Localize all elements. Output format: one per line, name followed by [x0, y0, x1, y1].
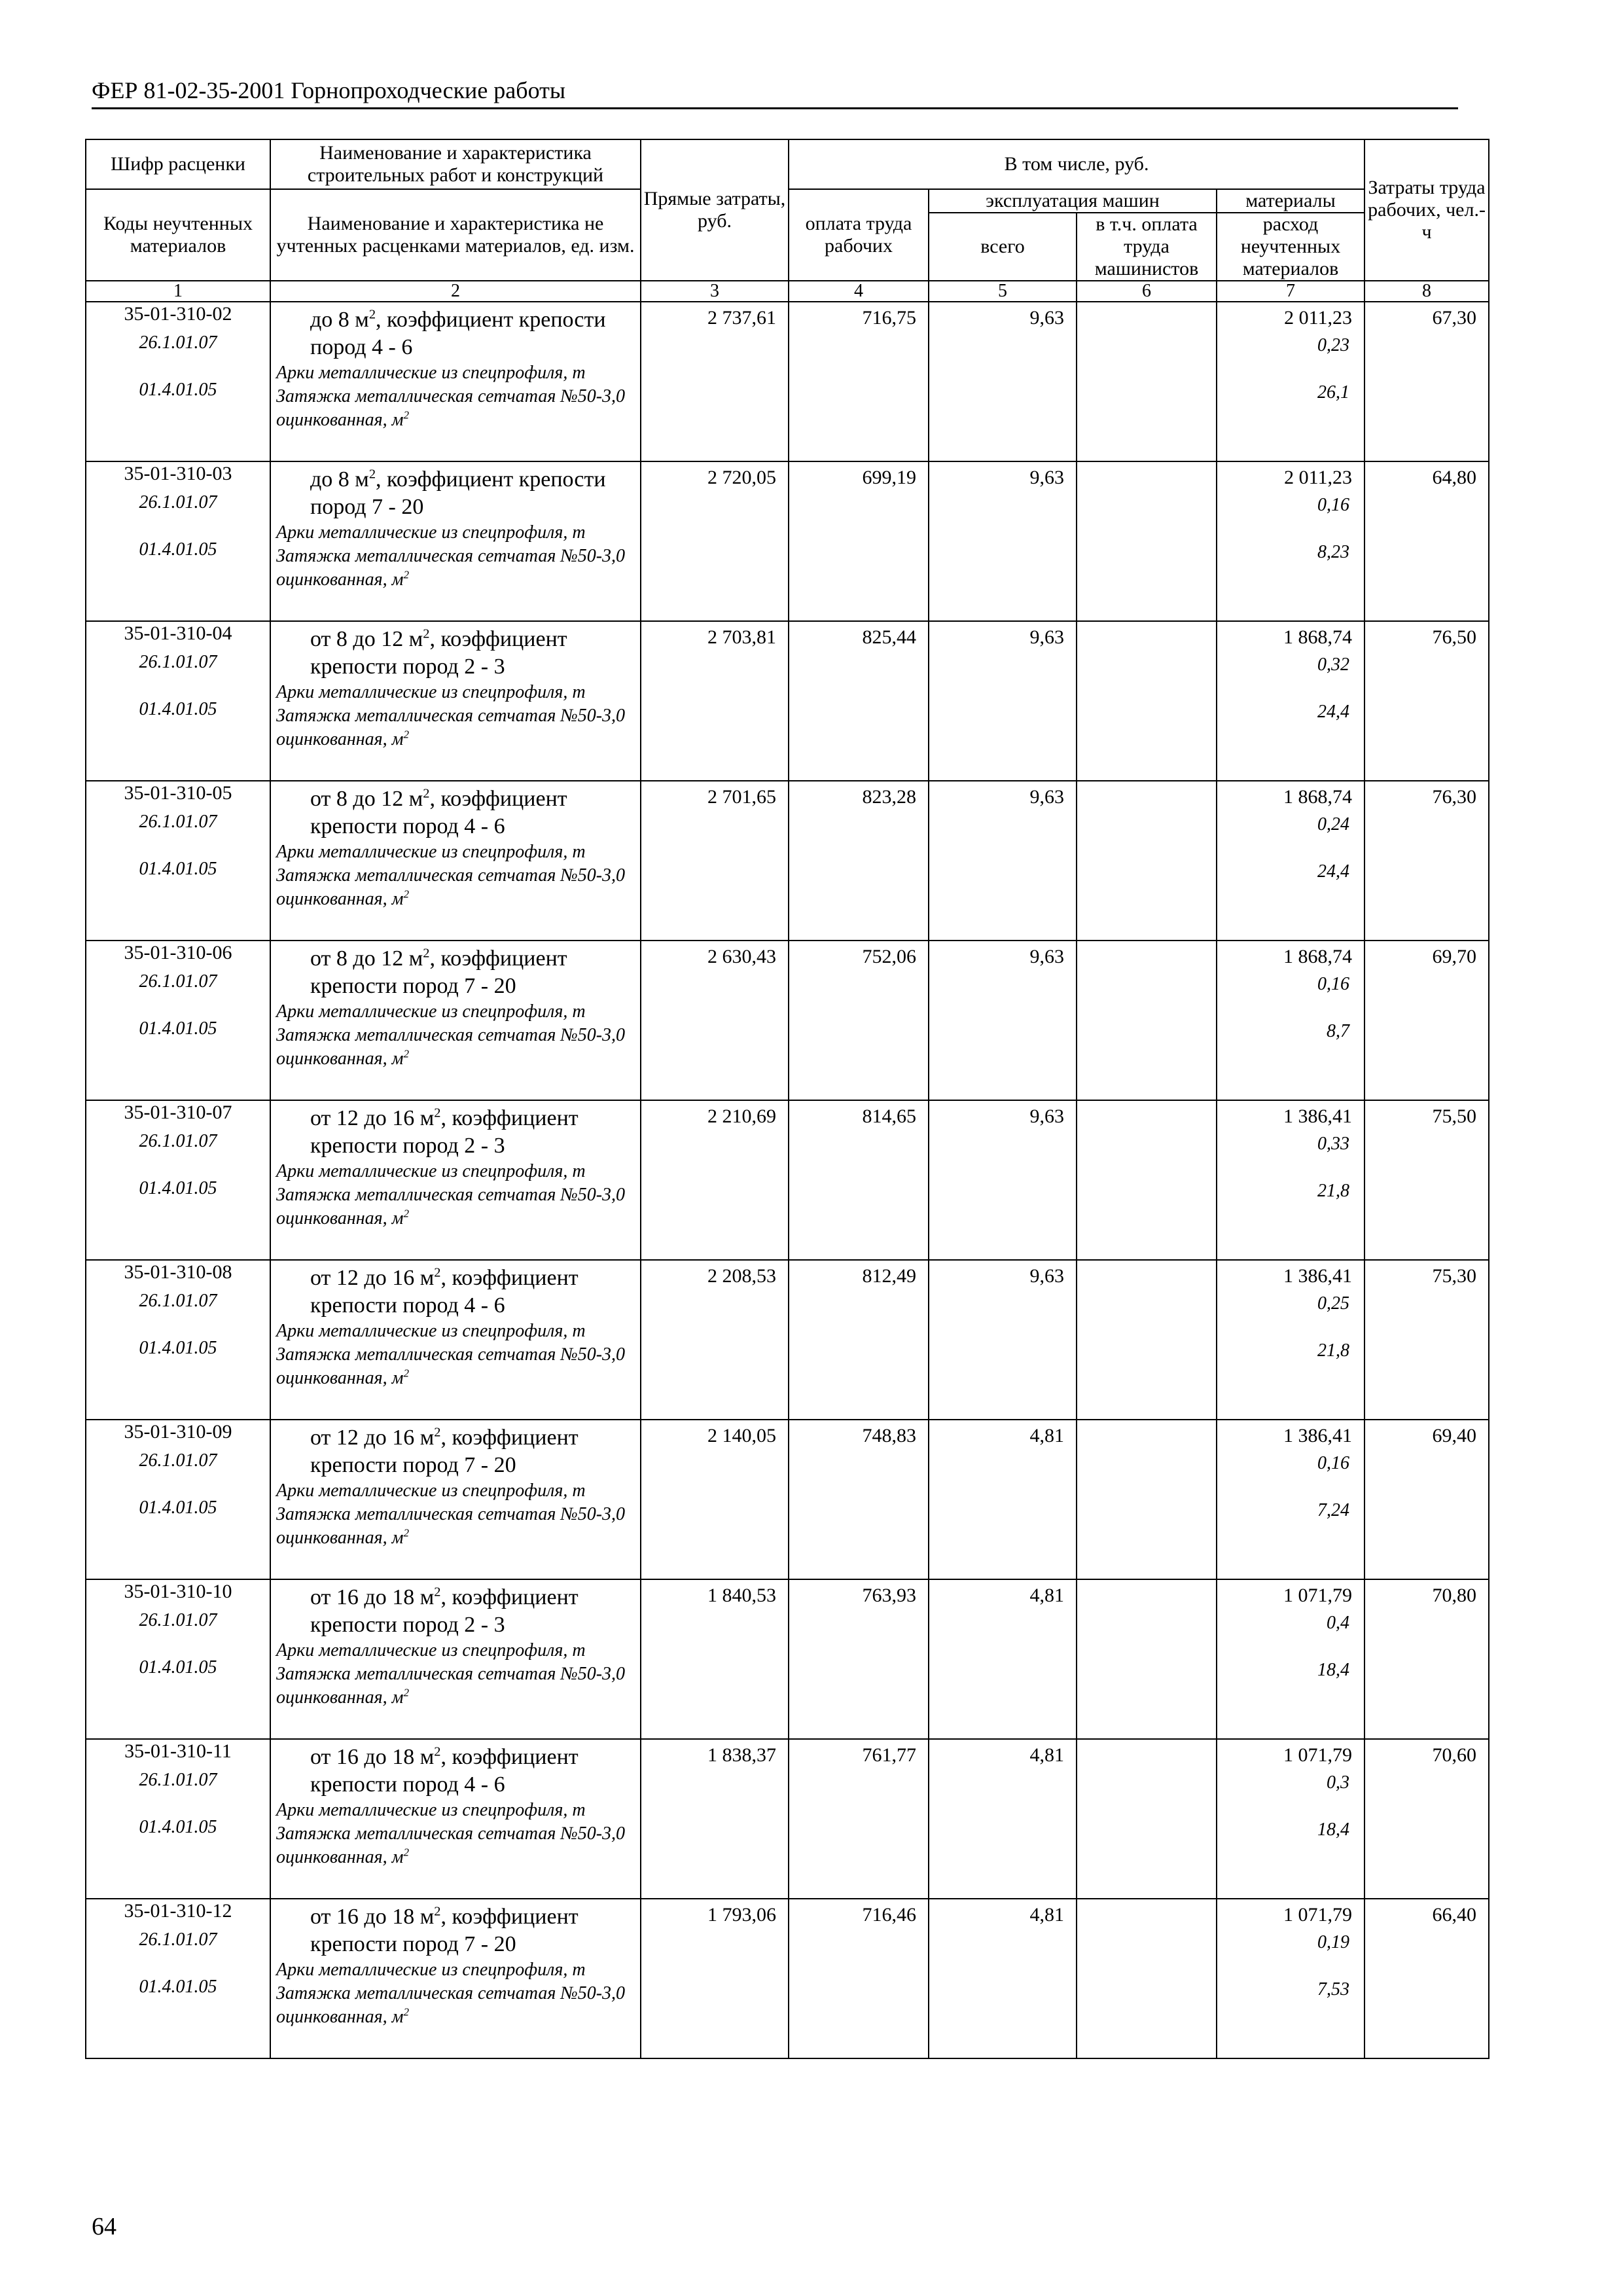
labor-costs: 76,50: [1364, 621, 1489, 781]
rate-cell: [86, 941, 270, 1100]
material-quantity: 0,25: [1317, 1293, 1350, 1314]
materials-cell: [1217, 461, 1364, 621]
labor-costs: 75,30: [1364, 1260, 1489, 1420]
col-number: 3: [641, 281, 789, 302]
header-material-names: Наименование и характеристика не учтенных расценками материалов, ед. изм.: [270, 189, 641, 281]
machine-costs: 4,81: [929, 1579, 1077, 1739]
material-code: 01.4.01.05: [139, 1498, 217, 1518]
worker-wages: 763,93: [789, 1579, 929, 1739]
materials-cost: 1 386,41: [1283, 1265, 1353, 1287]
rate-cell: [86, 621, 270, 781]
materials-cell: [1217, 302, 1364, 461]
header-machine-total: всего: [929, 213, 1077, 281]
material-quantity: 0,23: [1317, 335, 1350, 355]
machine-costs: 9,63: [929, 941, 1077, 1100]
material-quantity: 8,7: [1327, 1021, 1350, 1041]
material-code: 01.4.01.05: [139, 1018, 217, 1039]
material-code: 01.4.01.05: [139, 1338, 217, 1358]
rate-code: 35-01-310-10: [124, 1581, 232, 1602]
material-quantity: 21,8: [1317, 1340, 1350, 1361]
col-number: 5: [929, 281, 1077, 302]
machinist-wages: [1077, 1100, 1217, 1260]
worker-wages: 761,77: [789, 1739, 929, 1899]
labor-costs: 64,80: [1364, 461, 1489, 621]
material-code: 26.1.01.07: [139, 332, 217, 353]
name-cell: [270, 1899, 641, 2058]
worker-wages: 699,19: [789, 461, 929, 621]
material-quantity: 0,16: [1317, 974, 1350, 994]
header-including: В том числе, руб.: [789, 139, 1364, 189]
table-row: [86, 461, 1489, 621]
materials-cost: 1 386,41: [1283, 1425, 1353, 1446]
material-code: 01.4.01.05: [139, 1977, 217, 1997]
material-quantity: 0,24: [1317, 814, 1350, 834]
material-quantity: 0,33: [1317, 1134, 1350, 1154]
rate-cell: [86, 781, 270, 941]
material-name: Арки металлические из спецпрофиля, т: [276, 1960, 586, 1980]
price-table: [85, 139, 1489, 2059]
material-name: Арки металлические из спецпрофиля, т: [276, 363, 586, 383]
materials-cost: 1 868,74: [1283, 786, 1353, 808]
table-row: [86, 1260, 1489, 1420]
table-row: [86, 941, 1489, 1100]
header-rule: [92, 107, 1458, 109]
materials-cost: 1 386,41: [1283, 1105, 1353, 1127]
direct-costs: 2 630,43: [641, 941, 789, 1100]
material-code: 26.1.01.07: [139, 812, 217, 832]
machinist-wages: [1077, 781, 1217, 941]
worker-wages: 716,46: [789, 1899, 929, 2058]
labor-costs: 76,30: [1364, 781, 1489, 941]
direct-costs: 2 208,53: [641, 1260, 789, 1420]
material-quantity: 24,4: [1317, 702, 1350, 722]
rate-cell: [86, 1260, 270, 1420]
material-code: 01.4.01.05: [139, 1817, 217, 1837]
machinist-wages: [1077, 941, 1217, 1100]
machine-costs: 9,63: [929, 302, 1077, 461]
material-name: Арки металлические из спецпрофиля, т: [276, 1321, 586, 1341]
work-name: от 8 до 12 $м^2$, коэффициент крепости пород 7 - 20: [310, 946, 567, 998]
material-name: Затяжка металлическая сетчатая №50-3,0 оцинкованная, $м^2$: [276, 546, 626, 590]
material-name: Арки металлические из спецпрофиля, т: [276, 522, 586, 543]
material-quantity: 0,32: [1317, 655, 1350, 675]
material-name: Арки металлические из спецпрофиля, т: [276, 1640, 586, 1660]
direct-costs: 2 703,81: [641, 621, 789, 781]
header-wages: оплата труда рабочих: [789, 189, 929, 281]
machinist-wages: [1077, 1579, 1217, 1739]
material-name: Арки металлические из спецпрофиля, т: [276, 1480, 586, 1501]
material-code: 01.4.01.05: [139, 859, 217, 879]
rate-code: 35-01-310-02: [124, 303, 232, 325]
materials-cell: [1217, 1420, 1364, 1579]
worker-wages: 812,49: [789, 1260, 929, 1420]
labor-costs: 69,40: [1364, 1420, 1489, 1579]
machine-costs: 4,81: [929, 1739, 1077, 1899]
materials-cell: [1217, 621, 1364, 781]
machinist-wages: [1077, 621, 1217, 781]
worker-wages: 752,06: [789, 941, 929, 1100]
material-code: 01.4.01.05: [139, 1657, 217, 1677]
header-machine-operation: эксплуатация машин: [929, 189, 1217, 213]
name-cell: [270, 1100, 641, 1260]
work-name: от 8 до 12 $м^2$, коэффициент крепости пород 2 - 3: [310, 626, 567, 679]
work-name: от 12 до 16 $м^2$, коэффициент крепости пород 4 - 6: [310, 1265, 579, 1318]
name-cell: [270, 461, 641, 621]
material-code: 01.4.01.05: [139, 539, 217, 560]
rate-code: 35-01-310-08: [124, 1261, 232, 1283]
header-material-codes: Коды неучтенных материалов: [86, 189, 270, 281]
worker-wages: 716,75: [789, 302, 929, 461]
material-name: Затяжка металлическая сетчатая №50-3,0 оцинкованная, $м^2$: [276, 1025, 626, 1069]
material-name: Арки металлические из спецпрофиля, т: [276, 842, 586, 862]
worker-wages: 823,28: [789, 781, 929, 941]
name-cell: [270, 1260, 641, 1420]
rate-code: 35-01-310-03: [124, 463, 232, 484]
machinist-wages: [1077, 1899, 1217, 2058]
material-quantity: 0,16: [1317, 1453, 1350, 1473]
labor-costs: 67,30: [1364, 302, 1489, 461]
header-work-name: Наименование и характеристика строительных работ и конструкций: [270, 139, 641, 189]
material-code: 26.1.01.07: [139, 1770, 217, 1790]
materials-cell: [1217, 1100, 1364, 1260]
worker-wages: 814,65: [789, 1100, 929, 1260]
document-header: ФЕР 81-02-35-2001 Горнопроходческие работы: [92, 77, 566, 103]
rate-code: 35-01-310-05: [124, 782, 232, 804]
col-number: 8: [1364, 281, 1489, 302]
material-code: 26.1.01.07: [139, 1610, 217, 1630]
material-code: 01.4.01.05: [139, 1178, 217, 1198]
material-quantity: 8,23: [1317, 542, 1350, 562]
material-quantity: 0,4: [1327, 1613, 1350, 1633]
materials-cell: [1217, 1739, 1364, 1899]
materials-cost: 1 071,79: [1283, 1904, 1353, 1926]
materials-cost: 1 868,74: [1283, 946, 1353, 967]
material-name: Затяжка металлическая сетчатая №50-3,0 оцинкованная, $м^2$: [276, 1664, 626, 1708]
worker-wages: 825,44: [789, 621, 929, 781]
material-name: Затяжка металлическая сетчатая №50-3,0 оцинкованная, $м^2$: [276, 1344, 626, 1388]
material-name: Арки металлические из спецпрофиля, т: [276, 1001, 586, 1022]
name-cell: [270, 1739, 641, 1899]
material-code: 26.1.01.07: [139, 1291, 217, 1311]
material-code: 26.1.01.07: [139, 1131, 217, 1151]
header-unaccounted-materials: расход неучтенных материалов: [1217, 213, 1364, 281]
materials-cell: [1217, 1899, 1364, 2058]
material-quantity: 0,16: [1317, 495, 1350, 515]
material-name: Затяжка металлическая сетчатая №50-3,0 оцинкованная, $м^2$: [276, 865, 626, 909]
table-row: [86, 781, 1489, 941]
material-quantity: 21,8: [1317, 1181, 1350, 1201]
work-name: от 12 до 16 $м^2$, коэффициент крепости пород 7 - 20: [310, 1425, 579, 1477]
name-cell: [270, 621, 641, 781]
material-quantity: 18,4: [1317, 1820, 1350, 1840]
col-number: 1: [86, 281, 270, 302]
material-name: Арки металлические из спецпрофиля, т: [276, 682, 586, 702]
labor-costs: 70,60: [1364, 1739, 1489, 1899]
name-cell: [270, 941, 641, 1100]
machinist-wages: [1077, 461, 1217, 621]
name-cell: [270, 302, 641, 461]
name-cell: [270, 1420, 641, 1579]
materials-cost: 1 071,79: [1283, 1744, 1353, 1766]
materials-cost: 2 011,23: [1284, 307, 1353, 329]
work-name: до 8 $м^2$, коэффициент крепости пород 4 - 6: [310, 307, 606, 359]
machine-costs: 9,63: [929, 1260, 1077, 1420]
header-machinist-wages: в т.ч. оплата труда машинистов: [1077, 213, 1217, 281]
rate-cell: [86, 1899, 270, 2058]
machine-costs: 9,63: [929, 621, 1077, 781]
col-number: 2: [270, 281, 641, 302]
machinist-wages: [1077, 1420, 1217, 1579]
materials-cell: [1217, 1579, 1364, 1739]
material-code: 01.4.01.05: [139, 699, 217, 719]
table-row: [86, 621, 1489, 781]
material-quantity: 0,3: [1327, 1772, 1350, 1793]
name-cell: [270, 1579, 641, 1739]
header-direct-costs: Прямые затраты, руб.: [641, 139, 789, 281]
machinist-wages: [1077, 1739, 1217, 1899]
header-labor: Затраты труда рабочих, чел.-ч: [1364, 139, 1489, 281]
page-number: 64: [92, 2213, 116, 2240]
table-row: [86, 1100, 1489, 1260]
work-name: до 8 $м^2$, коэффициент крепости пород 7 - 20: [310, 467, 606, 519]
material-quantity: 18,4: [1317, 1660, 1350, 1680]
labor-costs: 70,80: [1364, 1579, 1489, 1739]
worker-wages: 748,83: [789, 1420, 929, 1579]
material-code: 26.1.01.07: [139, 1929, 217, 1950]
direct-costs: 2 701,65: [641, 781, 789, 941]
material-name: Арки металлические из спецпрофиля, т: [276, 1161, 586, 1181]
table-row: [86, 302, 1489, 461]
table-row: [86, 1899, 1489, 2058]
material-code: 01.4.01.05: [139, 380, 217, 400]
header-materials: материалы: [1217, 189, 1364, 213]
material-name: Затяжка металлическая сетчатая №50-3,0 оцинкованная, $м^2$: [276, 1823, 626, 1867]
rate-code: 35-01-310-11: [124, 1740, 232, 1762]
table-row: [86, 1579, 1489, 1739]
materials-cell: [1217, 1260, 1364, 1420]
rate-cell: [86, 1420, 270, 1579]
material-quantity: 7,24: [1317, 1500, 1350, 1520]
work-name: от 16 до 18 $м^2$, коэффициент крепости пород 4 - 6: [310, 1744, 579, 1797]
rate-cell: [86, 1579, 270, 1739]
materials-cell: [1217, 781, 1364, 941]
header-cipher: Шифр расценки: [86, 139, 270, 189]
material-code: 26.1.01.07: [139, 1450, 217, 1471]
table-row: [86, 1739, 1489, 1899]
direct-costs: 1 838,37: [641, 1739, 789, 1899]
direct-costs: 1 793,06: [641, 1899, 789, 2058]
work-name: от 12 до 16 $м^2$, коэффициент крепости пород 2 - 3: [310, 1105, 579, 1158]
col-number: 4: [789, 281, 929, 302]
machine-costs: 9,63: [929, 461, 1077, 621]
rate-cell: [86, 1739, 270, 1899]
materials-cell: [1217, 941, 1364, 1100]
material-name: Арки металлические из спецпрофиля, т: [276, 1800, 586, 1820]
material-code: 26.1.01.07: [139, 971, 217, 992]
material-quantity: 0,19: [1317, 1932, 1350, 1952]
rate-cell: [86, 302, 270, 461]
work-name: от 8 до 12 $м^2$, коэффициент крепости пород 4 - 6: [310, 786, 567, 838]
rate-code: 35-01-310-12: [124, 1900, 232, 1922]
table-row: [86, 1420, 1489, 1579]
col-number: 7: [1217, 281, 1364, 302]
direct-costs: 2 737,61: [641, 302, 789, 461]
machine-costs: 4,81: [929, 1420, 1077, 1579]
materials-cost: 1 071,79: [1283, 1585, 1353, 1606]
material-name: Затяжка металлическая сетчатая №50-3,0 оцинкованная, $м^2$: [276, 386, 626, 430]
direct-costs: 2 140,05: [641, 1420, 789, 1579]
materials-cost: 1 868,74: [1283, 626, 1353, 648]
rate-code: 35-01-310-06: [124, 942, 232, 963]
material-quantity: 24,4: [1317, 861, 1350, 882]
col-number: 6: [1077, 281, 1217, 302]
material-name: Затяжка металлическая сетчатая №50-3,0 оцинкованная, $м^2$: [276, 1504, 626, 1548]
name-cell: [270, 781, 641, 941]
rate-code: 35-01-310-04: [124, 622, 232, 644]
labor-costs: 69,70: [1364, 941, 1489, 1100]
machinist-wages: [1077, 302, 1217, 461]
machine-costs: 4,81: [929, 1899, 1077, 2058]
material-code: 26.1.01.07: [139, 492, 217, 512]
rate-cell: [86, 1100, 270, 1260]
rate-code: 35-01-310-07: [124, 1102, 232, 1123]
direct-costs: 1 840,53: [641, 1579, 789, 1739]
machinist-wages: [1077, 1260, 1217, 1420]
work-name: от 16 до 18 $м^2$, коэффициент крепости пород 7 - 20: [310, 1904, 579, 1956]
material-name: Затяжка металлическая сетчатая №50-3,0 оцинкованная, $м^2$: [276, 1983, 626, 2027]
material-quantity: 7,53: [1317, 1979, 1350, 2000]
material-code: 26.1.01.07: [139, 652, 217, 672]
machine-costs: 9,63: [929, 781, 1077, 941]
machine-costs: 9,63: [929, 1100, 1077, 1260]
work-name: от 16 до 18 $м^2$, коэффициент крепости пород 2 - 3: [310, 1585, 579, 1637]
table-body: [86, 302, 1489, 2058]
rate-code: 35-01-310-09: [124, 1421, 232, 1443]
direct-costs: 2 720,05: [641, 461, 789, 621]
direct-costs: 2 210,69: [641, 1100, 789, 1260]
labor-costs: 66,40: [1364, 1899, 1489, 2058]
rate-cell: [86, 461, 270, 621]
materials-cost: 2 011,23: [1284, 467, 1353, 488]
material-name: Затяжка металлическая сетчатая №50-3,0 оцинкованная, $м^2$: [276, 1185, 626, 1229]
material-quantity: 26,1: [1317, 382, 1350, 403]
labor-costs: 75,50: [1364, 1100, 1489, 1260]
material-name: Затяжка металлическая сетчатая №50-3,0 оцинкованная, $м^2$: [276, 706, 626, 749]
